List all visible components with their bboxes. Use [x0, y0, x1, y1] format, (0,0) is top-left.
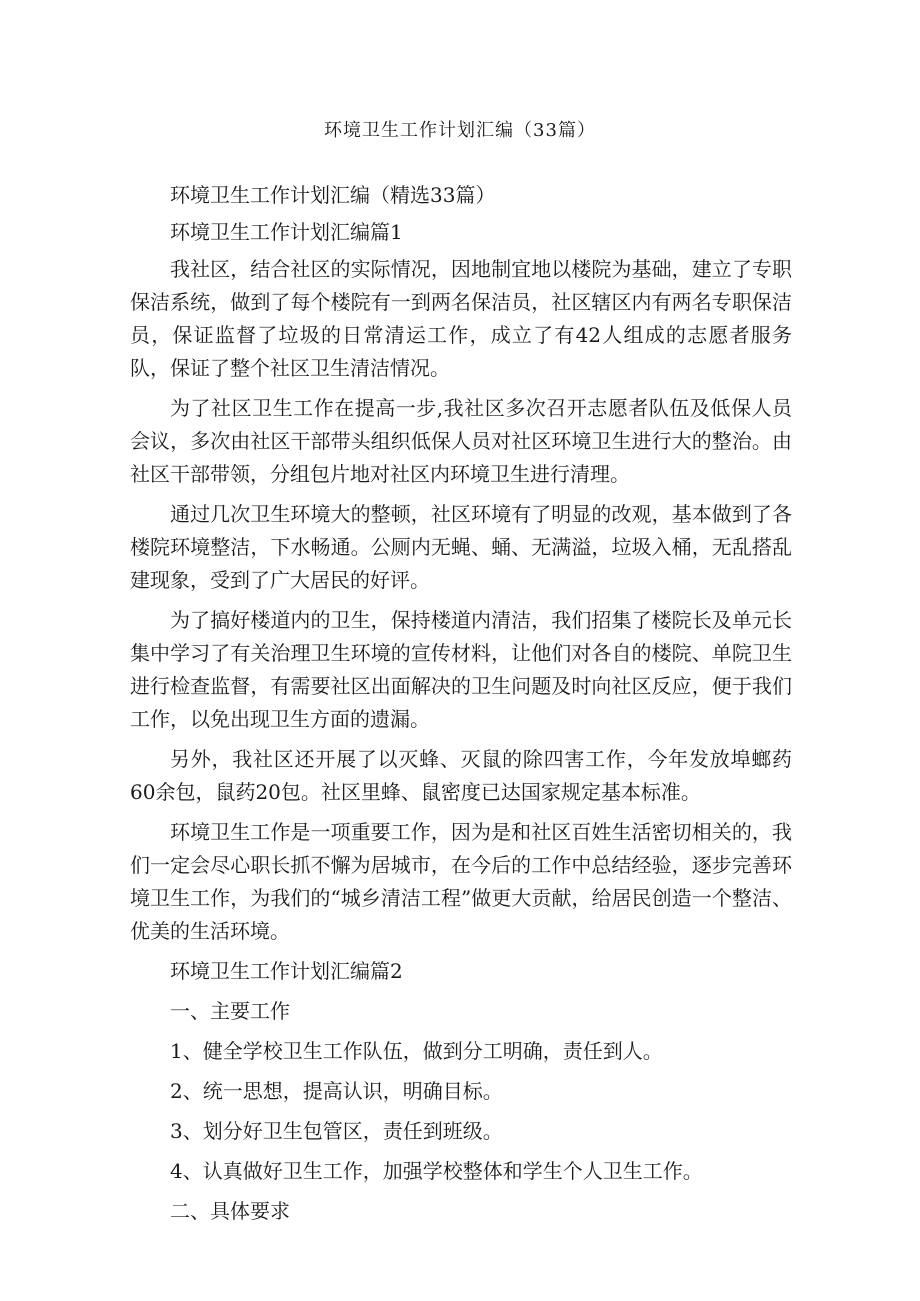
document-title: 环境卫生工作计划汇编（33篇） — [324, 120, 596, 141]
section-heading-2: 环境卫生工作计划汇编篇2 — [170, 959, 403, 983]
part-heading-requirements: 二、具体要求 — [170, 1199, 290, 1223]
document-subtitle: 环境卫生工作计划汇编（精选33篇） — [170, 183, 496, 207]
list-item: 1、健全学校卫生工作队伍，做到分工明确，责任到人。 — [170, 1039, 663, 1063]
list-item: 3、划分好卫生包管区，责任到班级。 — [170, 1119, 503, 1143]
paragraph: 通过几次卫生环境大的整顿，社区环境有了明显的改观，基本做到了各楼院环境整洁，下水畅通。公厕内无蝇、蛹、无满溢，垃圾入桶，无乱搭乱建现象，受到了广大居民的好评。 — [130, 502, 792, 592]
paragraph: 为了社区卫生工作在提高一步,我社区多次召开志愿者队伍及低保人员会议，多次由社区干部带头组织低保人员对社区环境卫生进行大的整治。由社区干部带领，分组包片地对社区内环境卫生进行清理。 — [130, 396, 792, 486]
list-item: 2、统一思想，提高认识，明确目标。 — [170, 1079, 503, 1103]
part-heading-main-work: 一、主要工作 — [170, 999, 290, 1023]
list-item: 4、认真做好卫生工作，加强学校整体和学生个人卫生工作。 — [170, 1159, 703, 1183]
paragraph: 环境卫生工作是一项重要工作，因为是和社区百姓生活密切相关的，我们一定会尽心职长抓不懈为居城市，在今后的工作中总结经验，逐步完善环境卫生工作，为我们的“城乡清洁工程”做更大贡献，给居民创造一个整洁、优美的生活环境。 — [130, 820, 792, 943]
paragraph: 我社区，结合社区的实际情况，因地制宜地以楼院为基础，建立了专职保洁系统，做到了每个楼院有一到两名保洁员，社区辖区内有两名专职保洁员，保证监督了垃圾的日常清运工作，成立了有42人组成的志愿者服务队，保证了整个社区卫生清洁情况。 — [130, 257, 792, 380]
section-heading-1: 环境卫生工作计划汇编篇1 — [170, 220, 403, 244]
paragraph: 为了搞好楼道内的卫生，保持楼道内清洁，我们招集了楼院长及单元长集中学习了有关治理卫生环境的宣传材料，让他们对各自的楼院、单院卫生进行检查监督，有需要社区出面解决的卫生问题及时向社区反应，便于我们工作，以免出现卫生方面的遗漏。 — [130, 608, 792, 731]
paragraph: 另外，我社区还开展了以灭蜂、灭鼠的除四害工作，今年发放埠螂药60余包，鼠药20包。社区里蜂、鼠密度已达国家规定基本标准。 — [130, 747, 792, 804]
document-body — [130, 179, 792, 1228]
